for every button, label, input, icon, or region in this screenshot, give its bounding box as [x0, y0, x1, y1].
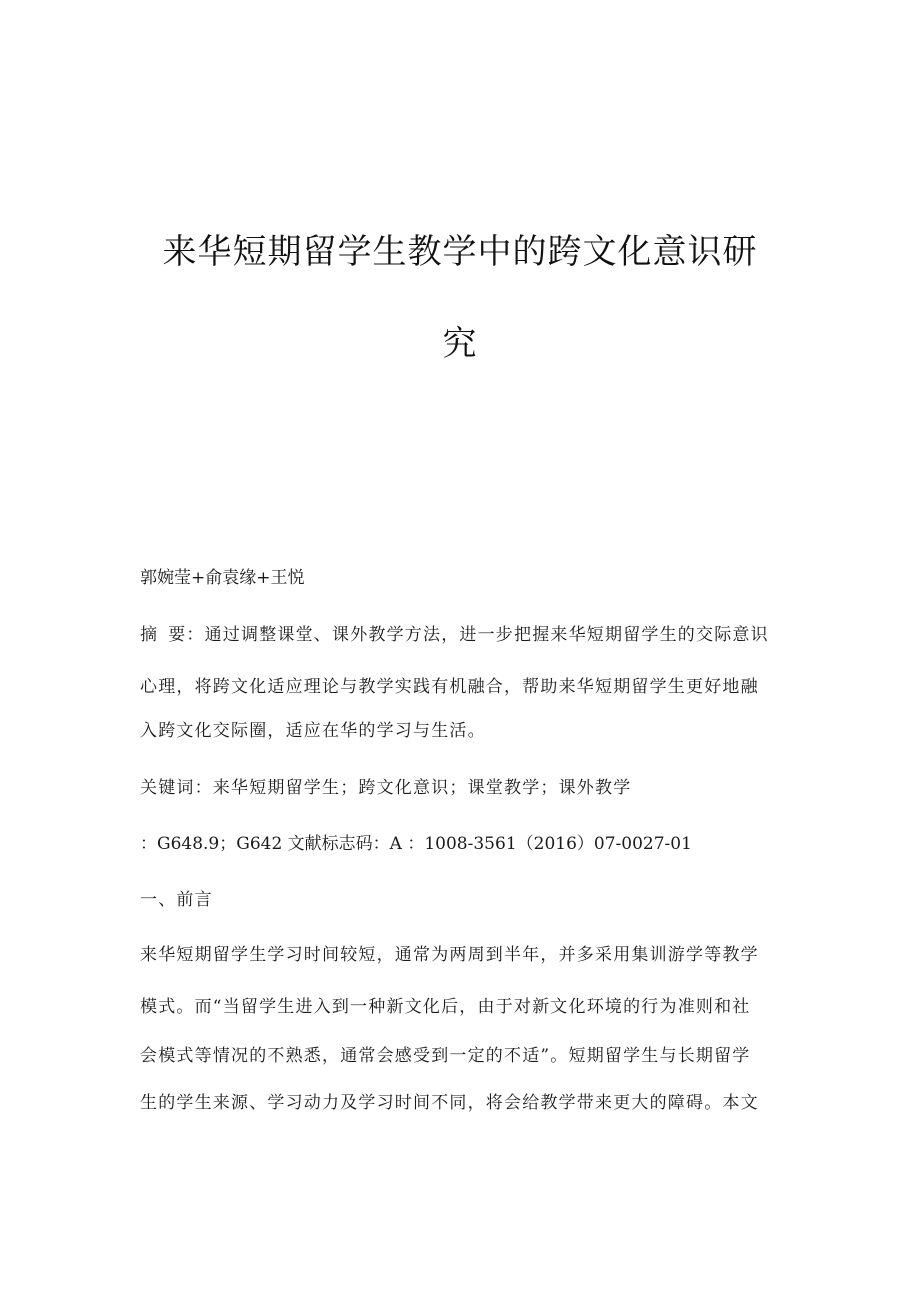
body-line-3: 会模式等情况的不熟悉，通常会感受到一定的不适”。短期留学生与长期留学: [140, 1046, 751, 1066]
abstract-label-char-1: 摘: [140, 625, 159, 645]
abstract-line-2: 心理，将跨文化适应理论与教学实践有机融合，帮助来华短期留学生更好地融: [140, 677, 759, 697]
body-line-4: 生的学生来源、学习动力及学习时间不同，将会给教学带来更大的障碍。本文: [140, 1093, 759, 1113]
body-line-2: 模式。而“当留学生进入到一种新文化后，由于对新文化环境的行为准则和社: [140, 997, 751, 1017]
abstract-label-char-2: 要：: [168, 625, 205, 645]
abstract-line-1: [140, 623, 780, 647]
section-heading: 一、前言: [140, 890, 213, 910]
paper-title-line-1: 来华短期留学生教学中的跨文化意识研: [162, 232, 758, 272]
abstract-line-3: 入跨文化交际圈，适应在华的学习与生活。: [140, 721, 486, 741]
keywords: 关键词：来华短期留学生；跨文化意识；课堂教学；课外教学: [140, 778, 632, 798]
authors: 郭婉莹+俞袁缘+王悦: [140, 568, 305, 588]
body-line-1: 来华短期留学生学习时间较短，通常为两周到半年，并多采用集训游学等教学: [140, 945, 759, 965]
abstract-text-1: 通过调整课堂、课外教学方法，进一步把握来华短期留学生的交际意识: [204, 625, 769, 645]
classification-codes: ：G648.9；G642 文献标志码：A ：1008-3561（2016）07-0027-01: [140, 834, 692, 854]
paper-title: [120, 206, 800, 390]
paper-title-line-2: 究: [442, 324, 478, 364]
